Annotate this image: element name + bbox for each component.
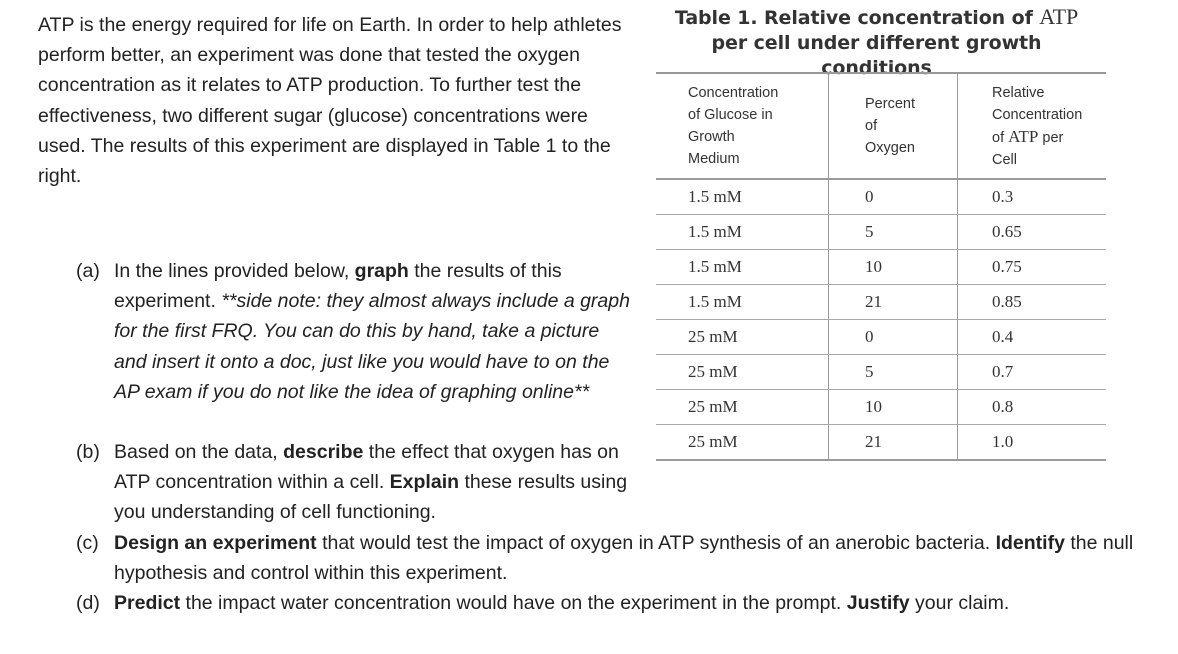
- table-row: [656, 355, 1106, 390]
- question-text-part: In the lines provided below,: [114, 260, 355, 282]
- question-text-part: the null hypothesis and control within this experiment.: [114, 532, 1134, 585]
- question-text-part: these results using you understanding of cell functioning.: [114, 471, 628, 524]
- header-oxygen: [829, 73, 958, 179]
- cell-oxygen: 0: [829, 320, 958, 355]
- question-label: (d): [76, 592, 100, 614]
- cell-glucose: 1.5 mM: [656, 215, 829, 250]
- table-row: [656, 179, 1106, 215]
- question-label: (a): [76, 260, 100, 282]
- table-row: [656, 215, 1106, 250]
- cell-atp: 0.85: [958, 285, 1107, 320]
- question-text-part: that would test the impact of oxygen in ATP synthesis of an anerobic bacteria.: [316, 532, 996, 554]
- question-text: [114, 528, 1154, 588]
- question-keyword: Justify: [846, 592, 910, 614]
- header-oxygen-line: Percent: [865, 96, 915, 112]
- cell-glucose: 1.5 mM: [656, 285, 829, 320]
- table-row: [656, 285, 1106, 320]
- cell-oxygen: 5: [829, 215, 958, 250]
- question-keyword: describe: [283, 441, 364, 463]
- intro-paragraph: ATP is the energy required for life on Earth. In order to help athletes perform better, an experiment was done that tested the oxygen concentration as it relates to ATP production. To further test the effectiveness, two different sugar (glucose) concentrations were used. The results of this experiment are displayed in Table 1 to the right.: [38, 14, 622, 188]
- header-atp-line: per: [1038, 129, 1064, 146]
- cell-atp: 0.75: [958, 250, 1107, 285]
- header-oxygen-line: Oxygen: [865, 140, 915, 156]
- header-oxygen-line: of: [865, 118, 878, 134]
- cell-glucose: 25 mM: [656, 390, 829, 425]
- question-text-part: the effect that oxygen has on ATP concentration within a cell.: [114, 441, 619, 494]
- question-keyword: Identify: [995, 532, 1065, 554]
- atp-data-table: [656, 72, 1106, 461]
- cell-atp: 1.0: [992, 432, 1014, 451]
- question-text: [114, 588, 1154, 618]
- question-text: [114, 256, 634, 407]
- table-title-part2: per cell under different growth conditions: [711, 32, 1042, 79]
- table-row: [656, 320, 1106, 355]
- question-side-note: **side note: they almost always include a graph for the first FRQ. You can do this by hand, take a picture and insert it onto a doc, just like you would have to on the AP exam if you do not like the idea of graphing online**: [114, 290, 630, 403]
- header-glucose-line: Concentration: [688, 85, 779, 101]
- cell-glucose: 25 mM: [656, 320, 829, 355]
- question-keyword: Design an experiment: [114, 532, 317, 554]
- table-row: [656, 425, 1106, 461]
- header-atp-line: Cell: [992, 151, 1017, 168]
- table-title-atp: ATP: [1039, 4, 1079, 29]
- cell-atp: 0.3: [958, 179, 1107, 215]
- question-label: (b): [76, 441, 100, 463]
- cell-glucose: 1.5 mM: [656, 179, 829, 215]
- header-glucose-line: of Glucose in: [688, 107, 773, 123]
- cell-oxygen: 21: [829, 425, 958, 461]
- cell-atp: 0.7: [958, 355, 1107, 390]
- table-title: [654, 4, 1099, 81]
- cell-glucose: 25 mM: [656, 355, 829, 390]
- cell-oxygen: 21: [829, 285, 958, 320]
- cell-atp: 0.8: [958, 390, 1107, 425]
- cell-glucose: 25 mM: [656, 425, 829, 461]
- table-title-part1: Table 1. Relative concentration of: [674, 7, 1040, 29]
- question-text: [114, 437, 634, 528]
- header-atp-line: Relative: [992, 84, 1045, 101]
- cell-oxygen: 10: [829, 390, 958, 425]
- cell-atp: 0.65: [958, 215, 1107, 250]
- question-text-part: Based on the data,: [114, 441, 284, 463]
- cell-glucose: 1.5 mM: [656, 250, 829, 285]
- cell-atp: 0.4: [958, 320, 1107, 355]
- header-glucose-line: Medium: [688, 151, 740, 167]
- question-keyword: graph: [354, 260, 409, 282]
- table-row: [656, 250, 1106, 285]
- header-atp-term: ATP: [1008, 126, 1039, 146]
- header-glucose-line: Growth: [688, 129, 735, 145]
- question-text-part: the results of this experiment.: [114, 260, 562, 313]
- cell-oxygen: 10: [829, 250, 958, 285]
- table-header-row: [656, 73, 1106, 179]
- cell-oxygen: 0: [829, 179, 958, 215]
- header-glucose: [656, 73, 829, 179]
- cell-oxygen: 5: [829, 355, 958, 390]
- question-text-part: the impact water concentration would have on the experiment in the prompt.: [180, 592, 847, 614]
- question-label: (c): [76, 532, 99, 554]
- table-row: [656, 390, 1106, 425]
- question-keyword: Predict: [114, 592, 181, 614]
- question-keyword: Explain: [389, 471, 460, 494]
- question-text-part: your claim.: [909, 592, 1010, 614]
- header-atp-line: of: [992, 129, 1009, 146]
- header-atp: [958, 73, 1107, 179]
- header-atp-line: Concentration: [992, 106, 1083, 123]
